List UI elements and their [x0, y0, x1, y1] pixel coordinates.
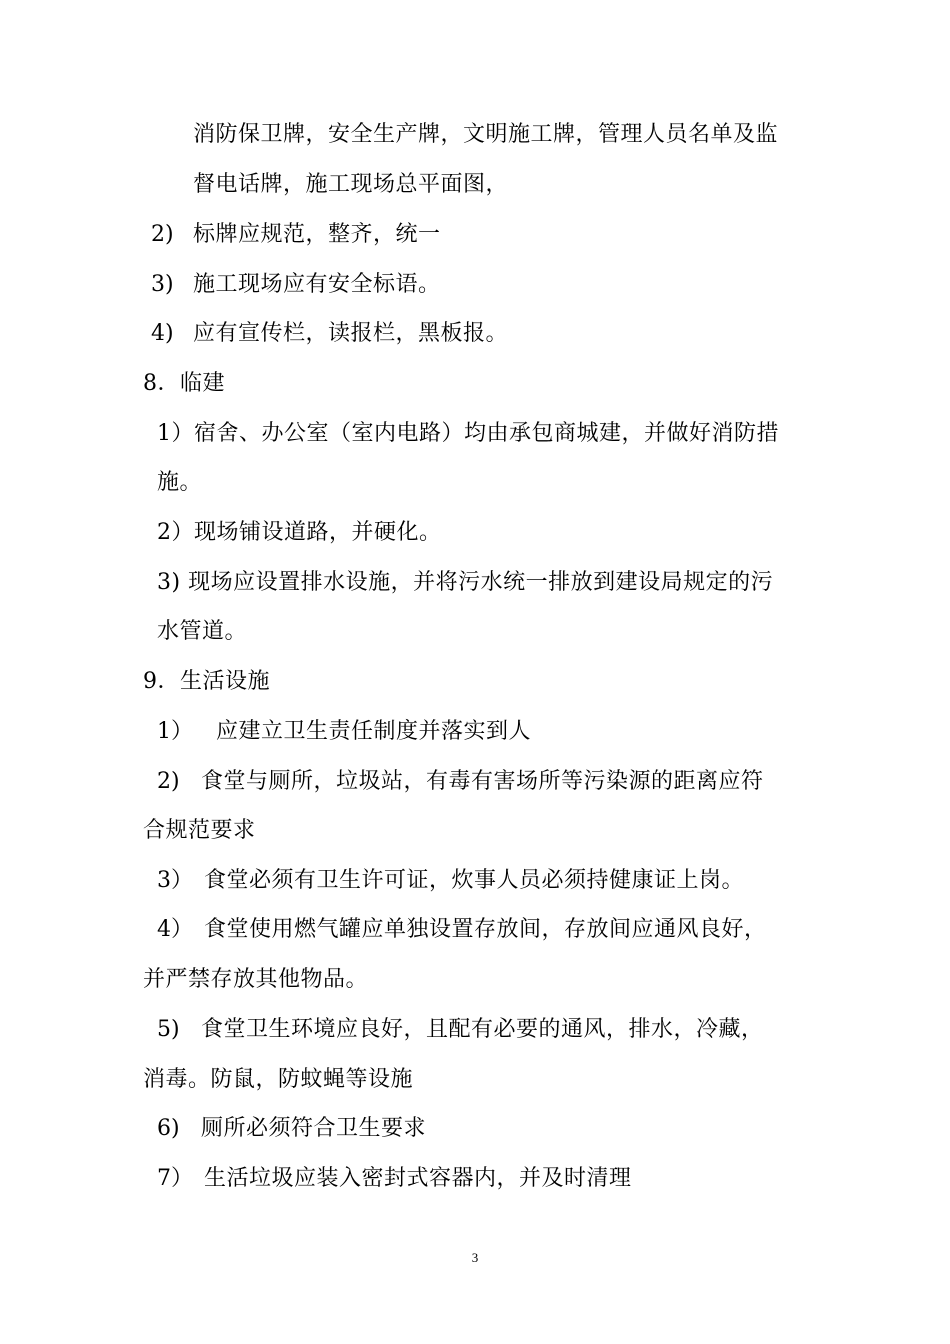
list-item-number: 4): [151, 321, 174, 346]
list-item-text: 应有宣传栏，读报栏，黑板报。: [193, 321, 509, 346]
list-item-number: 2): [157, 769, 180, 794]
list-item-continuation: 施。: [157, 470, 203, 495]
intro-line-1: 消防保卫牌，安全生产牌，文明施工牌，管理人员名单及监: [193, 122, 779, 147]
list-item-continuation: 并严禁存放其他物品。: [143, 967, 369, 992]
list-item-text: 生活垃圾应装入密封式容器内，并及时清理: [204, 1166, 632, 1191]
list-item-text: 食堂必须有卫生许可证，炊事人员必须持健康证上岗。: [204, 868, 745, 893]
list-item-text: 食堂与厕所，垃圾站，有毒有害场所等污染源的距离应符: [201, 769, 764, 794]
list-item-number: 4）: [157, 917, 193, 942]
list-item-text: 食堂使用燃气罐应单独设置存放间，存放间应通风良好，: [204, 917, 767, 942]
list-item-number: 5): [157, 1017, 180, 1042]
list-item-number: 1）: [157, 719, 193, 744]
section-heading-temporary-buildings: 8．临建: [143, 371, 225, 396]
list-item-text: 食堂卫生环境应良好，且配有必要的通风，排水，冷藏，: [201, 1017, 764, 1042]
list-item-text: 2）现场铺设道路，并硬化。: [157, 520, 442, 545]
list-item-text: 1）宿舍、办公室（室内电路）均由承包商城建，并做好消防措: [157, 421, 779, 446]
list-item-number: 3): [151, 272, 174, 297]
list-item-text: 厕所必须符合卫生要求: [201, 1116, 427, 1141]
intro-line-2: 督电话牌，施工现场总平面图，: [193, 172, 509, 197]
list-item-number: 2): [151, 222, 174, 247]
list-item-continuation: 水管道。: [157, 619, 248, 644]
page-number: 3: [471, 1250, 479, 1265]
list-item-number: 6): [157, 1116, 180, 1141]
list-item-text: 标牌应规范，整齐，统一: [193, 222, 441, 247]
list-item-continuation: 消毒。防鼠，防蚊蝇等设施: [143, 1067, 414, 1092]
list-item-number: 3）: [157, 868, 193, 893]
list-item-continuation: 合规范要求: [143, 818, 256, 843]
section-heading-living-facilities: 9．生活设施: [143, 669, 270, 694]
list-item-text: 施工现场应有安全标语。: [193, 272, 441, 297]
list-item-number: 7）: [157, 1166, 193, 1191]
list-item-text: 应建立卫生责任制度并落实到人: [216, 719, 532, 744]
list-item-text: 3) 现场应设置排水设施，并将污水统一排放到建设局规定的污: [157, 570, 774, 595]
